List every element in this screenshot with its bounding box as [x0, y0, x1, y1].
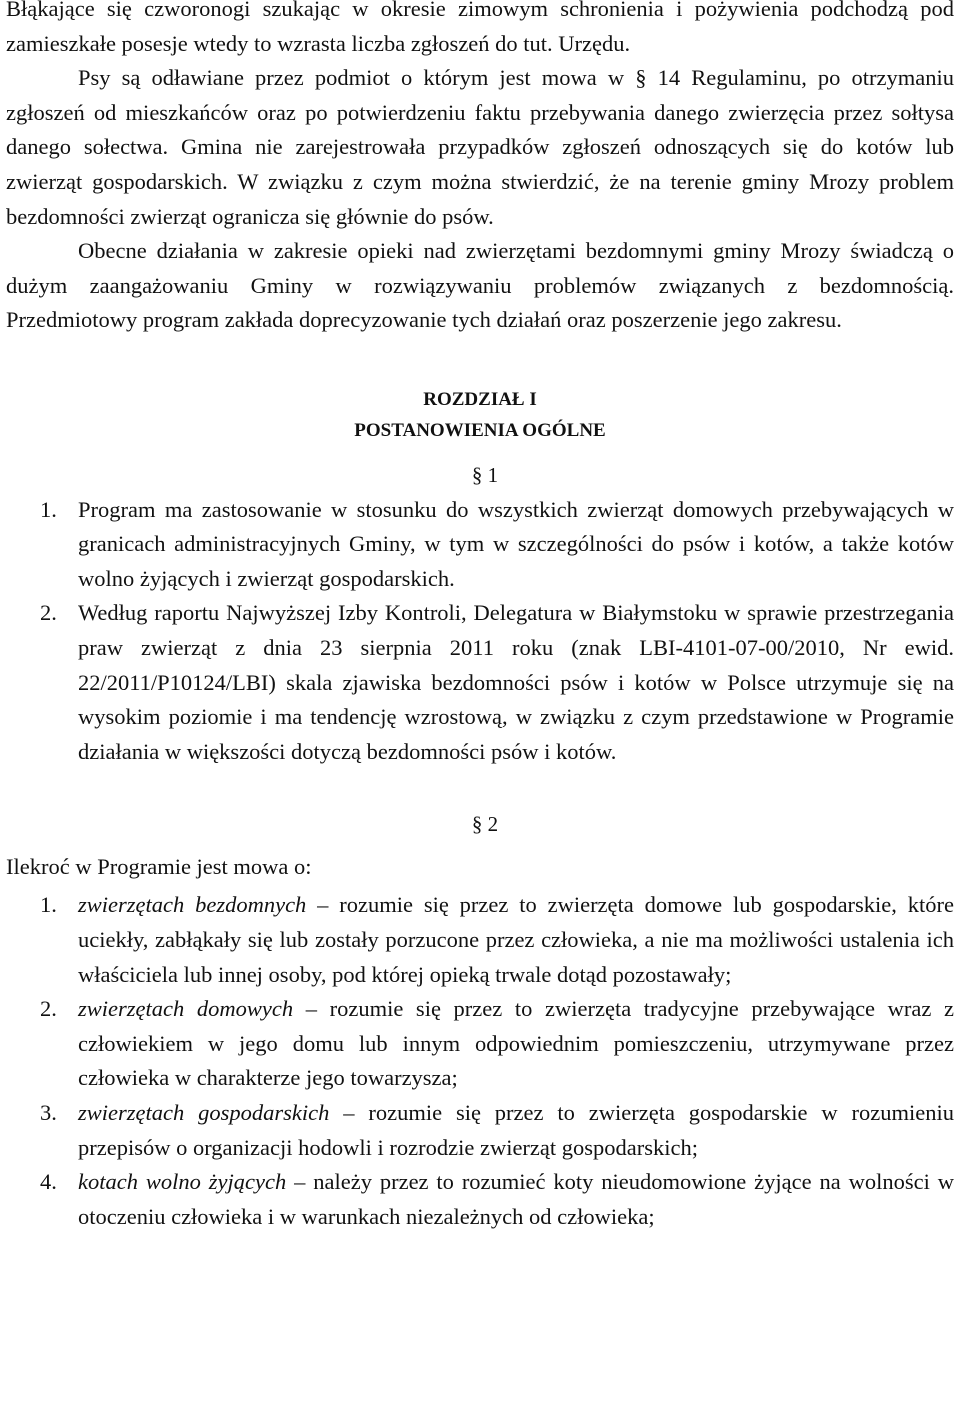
definition-item: [6, 992, 954, 1096]
intro-paragraph-1: Błąkające się czworonogi szukając w okresie zimowym schronienia i pożywienia podchodzą pod zamieszkałe posesje wtedy to wzrasta liczba zgłoszeń do tut. Urzędu.: [6, 0, 954, 56]
defined-term: zwierzętach bezdomnych: [78, 892, 307, 918]
list-item-number: 1.: [40, 892, 57, 918]
list-item-number: 3.: [40, 1100, 57, 1126]
definition-item: [6, 888, 954, 992]
list-item-number: 2.: [40, 600, 57, 626]
chapter-title: ROZDZIAŁ I: [423, 388, 537, 410]
definition-text: – rozumie się przez to zwierzęta gospodarskie w rozumieniu przepisów o organizacji hodowli i rozrodzie zwierząt gospodarskich;: [78, 1100, 954, 1160]
definition-item: [6, 1096, 954, 1165]
intro-paragraph-2: Psy są odławiane przez podmiot o którym jest mowa w § 14 Regulaminu, po otrzymaniu zgłoszeń od mieszkańców oraz po potwierdzeniu faktu przebywania danego zwierzęcia przez sołtysa danego sołectwa. Gmina nie zarejestrowała przypadków zgłoszeń odnoszących się do kotów lub zwierząt gospodarskich. W związku z czym można stwierdzić, że na terenie gminy Mrozy problem bezdomności zwierząt ogranicza się głównie do psów.: [6, 65, 954, 229]
intro-paragraph-3: Obecne działania w zakresie opieki nad zwierzętami bezdomnymi gminy Mrozy świadczą o dużym zaangażowaniu Gminy w rozwiązywaniu problemów związanych z bezdomnością. Przedmiotowy program zakłada doprecyzowanie tych działań oraz poszerzenie jego zakresu.: [6, 238, 954, 333]
list-item-number: 1.: [40, 496, 57, 522]
section-1-list: [6, 493, 954, 770]
definitions-list: [6, 888, 954, 1234]
defined-term: zwierzętach domowych: [78, 996, 294, 1022]
section-1-heading: § 1: [471, 462, 499, 487]
list-item-number: 4.: [40, 1169, 57, 1195]
definition-text: – rozumie się przez to zwierzęta tradycyjne przebywające wraz z człowiekiem w jego domu lub innym odpowiednim pomieszczeniu, utrzymywane przez człowieka w charakterze jego towarzysza;: [78, 996, 954, 1091]
defined-term: kotach wolno żyjących: [78, 1169, 287, 1195]
list-item-text: Według raportu Najwyższej Izby Kontroli, Delegatura w Białymstoku w sprawie przestrzegania praw zwierząt z dnia 23 sierpnia 2011 roku (znak LBI-4101-07-00/2010, Nr ewid. 22/2011/P10124/LBI) skala zjawiska bezdomności psów i kotów w Polsce utrzymuje się na wysokim poziomie i ma tendencję wzrostową, w związku z czym przedstawione w Programie działania w większości dotyczą bezdomności psów i kotów.: [78, 600, 954, 764]
section-2-heading: § 2: [471, 812, 499, 837]
list-item-number: 2.: [40, 996, 57, 1022]
section-2-lead: Ilekroć w Programie jest mowa o:: [6, 853, 312, 879]
list-item-text: Program ma zastosowanie w stosunku do wszystkich zwierząt domowych przebywających w granicach administracyjnych Gminy, w tym w szczególności do psów i kotów, a także kotów wolno żyjących i zwierząt gospodarskich.: [78, 496, 954, 591]
defined-term: zwierzętach gospodarskich: [78, 1100, 330, 1126]
list-item: [6, 596, 954, 769]
definition-text: – rozumie się przez to zwierzęta domowe lub gospodarskie, które uciekły, zabłąkały się lub zostały porzucone przez człowieka, a nie ma możliwości ustalenia ich właściciela lub innej osoby, pod której opieką trwale dotąd pozostawały;: [78, 892, 955, 987]
definition-item: [6, 1165, 954, 1234]
definition-text: – należy przez to rozumieć koty nieudomowione żyjące na wolności w otoczeniu człowieka i w warunkach niezależnych od człowieka;: [78, 1169, 954, 1229]
list-item: [6, 493, 954, 597]
chapter-subtitle: POSTANOWIENIA OGÓLNE: [354, 419, 606, 441]
